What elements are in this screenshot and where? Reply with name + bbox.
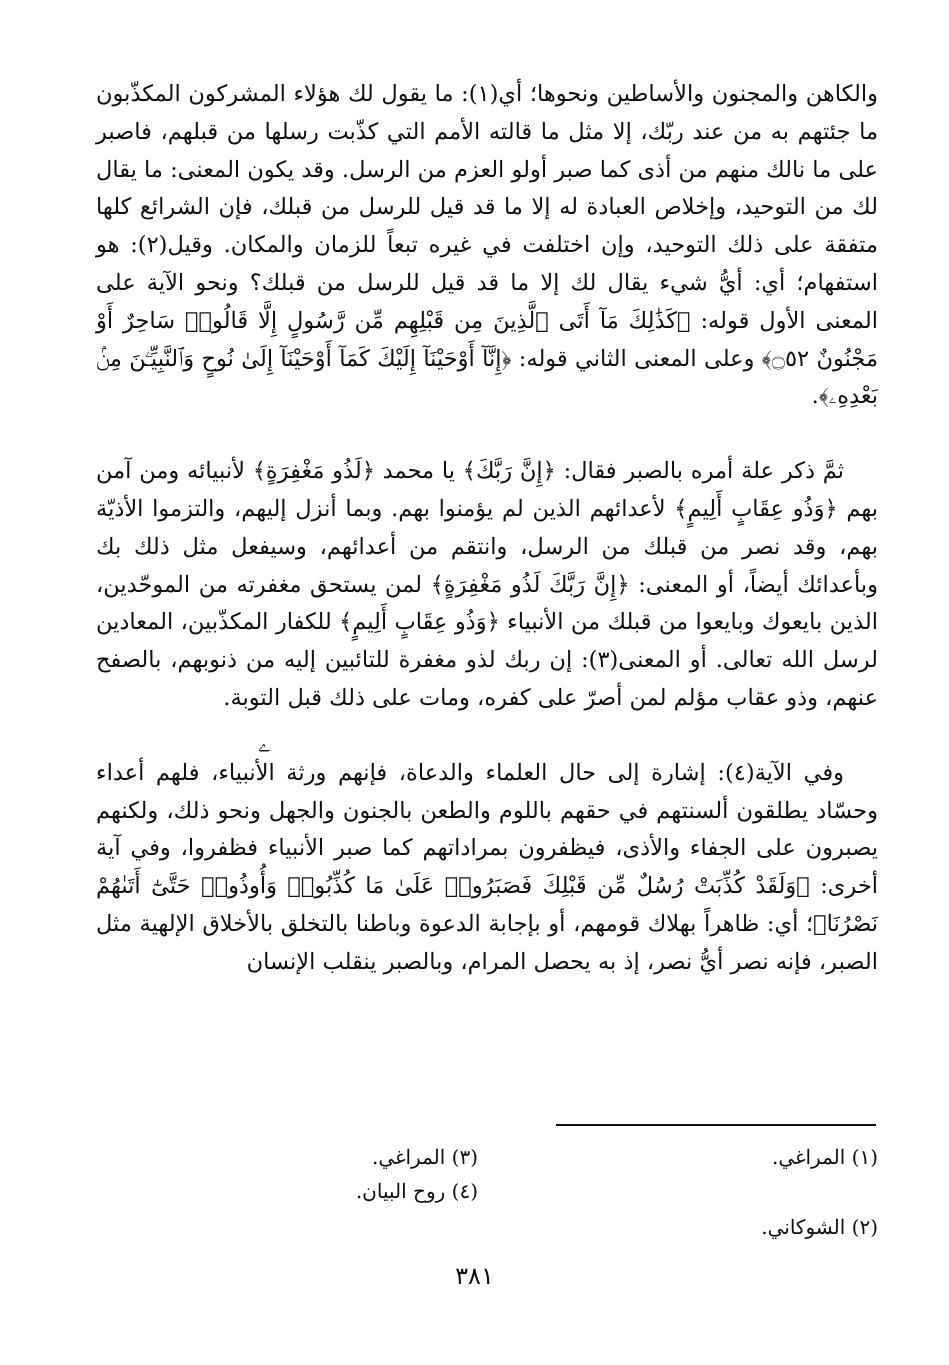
footnote-item: (١) المراغي. — [771, 1145, 878, 1169]
paragraph-text: وفي الآية(٤): إشارة إلى حال العلماء والدعاة، فإنهم ورثة الأنبياء، فلهم أعداء وحسّاد يطلقون ألسنتهم في حقهم باللوم والطعن بالجنون والجهل ونحو ذلك، ولكنهم يصبرون على الجفاء والأذى، فيظفرون بمراداتهم كما صبر الأنبياء فظفروا، وفي آية أخرى: ﴿وَلَقَدْ كُذِّبَتْ رُسُلٌ مِّن قَبْلِكَ فَصَبَرُوا۟ عَلَىٰ مَا كُذِّبُوا۟ وَأُوذُوا۟ حَتَّىٰٓ أَتَىٰهُمْ نَصْرُنَا﴾؛ أي: ظاهراً بهلاك قومهم، أو بإجابة الدعوة وباطنا بالتخلق بالأخلاق الإلهية مثل الصبر، فإنه نصر أيُّ نصر، إذ به يحصل المرام، وبالصبر ينقلب الإنسان — [96, 759, 878, 975]
stray-mark: ﮮ — [258, 732, 271, 753]
footnote-divider — [556, 1124, 876, 1126]
footnotes-column-right — [658, 1140, 878, 1244]
body-paragraph — [96, 76, 878, 416]
page-body — [96, 76, 878, 982]
footnote-item: (٤) روح البيان. — [355, 1179, 478, 1203]
paragraph-text: والكاهن والمجنون والأساطين ونحوها؛ أي(١): ما يقول لك هؤلاء المشركون المكذّبون ما جئتهم به من عند ربّك، إلا مثل ما قالته الأمم التي كذّبت رسلها من قبلهم، فاصبر على ما نالك منهم من أذى كما صبر أولو العزم من الرسل. وقد يكون المعنى: ما يقال لك من التوحيد، وإخلاص العبادة له إلا ما قد قيل للرسل من قبلك، فإن الشرائع كلها متفقة على ذلك التوحيد، وإن اختلفت في غيره تبعاً للزمان والمكان. وقيل(٢): هو استفهام؛ أي: أيُّ شيء يقال لك إلا ما قد قيل للرسل من قبلك؟ ونحو الآية على المعنى الأول قوله: ﴿كَذَٰلِكَ مَآ أَتَى ٱلَّذِينَ مِن قَبْلِهِم مِّن رَّسُولٍ إِلَّا قَالُوا۟ سَاحِرٌ أَوْ مَجْنُونٌ ۝٥٢﴾ وعلى المعنى الثاني قوله: ﴿إِنَّآ أَوْحَيْنَآ إِلَيْكَ كَمَآ أَوْحَيْنَآ إِلَىٰ نُوحٍ وَٱلنَّبِيِّـۧنَ مِنۢ بَعْدِهِۦ﴾. — [96, 81, 878, 410]
body-paragraph — [96, 755, 878, 982]
body-paragraph — [96, 453, 878, 718]
footnotes-column-left — [238, 1140, 478, 1208]
paragraph-text: ثمَّ ذكر علة أمره بالصبر فقال: ﴿إِنَّ رَبَّكَ﴾ يا محمد ﴿لَذُو مَغْفِرَةٍ﴾ لأنبيائه ومن آمن بهم ﴿وَذُو عِقَابٍ أَلِيمٍ﴾ لأعدائهم الذين لم يؤمنوا بهم. وبما أنزل إليهم، والتزموا الأذيّة بهم، وقد نصر من قبلك من الرسل، وانتقم من أعدائهم، وسيفعل مثل ذلك بك وبأعدائك أيضاً، أو المعنى: ﴿إِنَّ رَبَّكَ لَذُو مَغْفِرَةٍ﴾ لمن يستحق مغفرته من الموحّدين، الذين بايعوك وبايعوا من قبلك من الأنبياء ﴿وَذُو عِقَابٍ أَلِيمٍ﴾ للكفار المكذّبين، المعادين لرسل الله تعالى. أو المعنى(٣): إن ربك لذو مغفرة للتائبين إليه من ذنوبهم، بالصفح عنهم، وذو عقاب مؤلم لمن أصرّ على كفره، ومات على ذلك قبل التوبة. — [96, 458, 878, 711]
page-number: ٣٨١ — [455, 1262, 494, 1290]
footnote-item: (٢) الشوكاني. — [761, 1215, 878, 1239]
footnote-item: (٣) المراغي. — [371, 1145, 478, 1169]
